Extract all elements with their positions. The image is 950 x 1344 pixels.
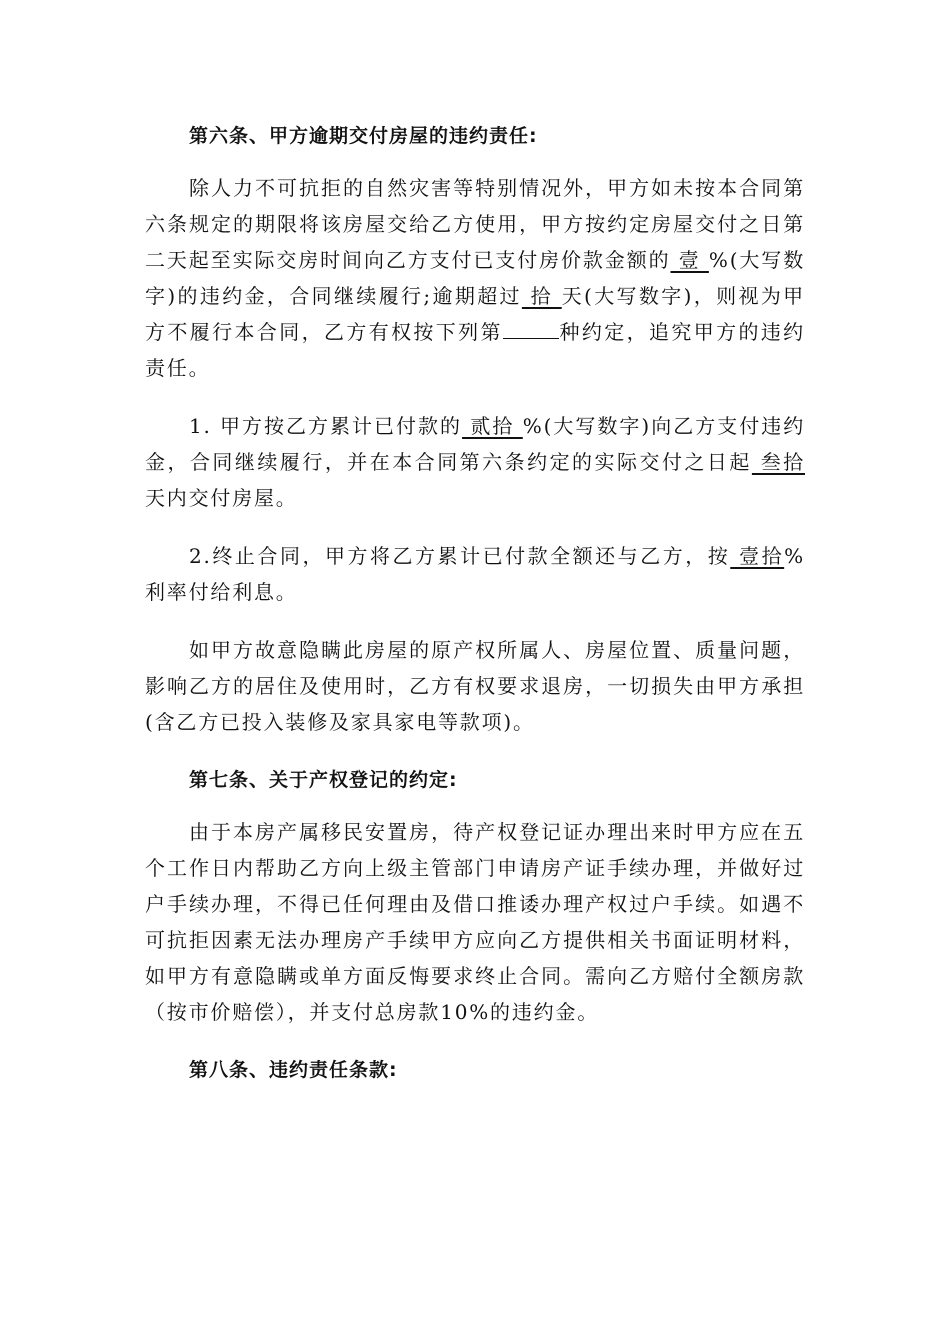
fill-in-rate: 壹	[670, 248, 709, 272]
article-6-item-1	[145, 408, 805, 516]
article-6-heading: 第六条、甲方逾期交付房屋的违约责任:	[189, 125, 538, 147]
text-segment: 天(大写数字)，则视为甲方不履行本合同，乙方有权按下列第	[145, 284, 805, 344]
text-segment: 1. 甲方按乙方累计已付款的	[189, 414, 463, 438]
document-page	[145, 118, 805, 1088]
article-6-item-2	[145, 538, 805, 610]
text-segment: %利率付给利息。	[145, 544, 805, 604]
article-8-heading: 第八条、违约责任条款:	[189, 1059, 398, 1081]
fill-in-days: 拾	[521, 284, 562, 308]
text-segment: %(大写数字)的违约金，合同继续履行;逾期超过	[145, 248, 805, 308]
fill-in-rate: 贰拾	[462, 414, 523, 438]
article-7-heading: 第七条、关于产权登记的约定:	[189, 769, 458, 791]
article-6-paragraph-1	[145, 170, 805, 386]
fill-in-days: 叁拾	[751, 450, 805, 474]
article-6-paragraph-2: 如甲方故意隐瞒此房屋的原产权所属人、房屋位置、质量问题，影响乙方的居住及使用时，乙方有权要求退房，一切损失由甲方承担(含乙方已投入装修及家具家电等款项)。	[145, 638, 805, 734]
text-segment: 除人力不可抗拒的自然灾害等特别情况外，甲方如未按本合同第六条规定的期限将该房屋交给乙方使用，甲方按约定房屋交付之日第二天起至实际交房时间向乙方支付已支付房价款金额的	[145, 176, 805, 272]
fill-in-rate: 壹拾	[730, 544, 785, 568]
text-segment: 天内交付房屋。	[145, 486, 298, 510]
text-segment: 种约定，追究甲方的违约责任。	[145, 320, 805, 380]
article-7-paragraph-1: 由于本房产属移民安置房，待产权登记证办理出来时甲方应在五个工作日内帮助乙方向上级主管部门申请房产证手续办理，并做好过户手续办理，不得已任何理由及借口推诿办理产权过户手续。如遇不可抗拒因素无法办理房产手续甲方应向乙方提供相关书面证明材料，如甲方有意隐瞒或单方面反悔要求终止合同。需向乙方赔付全额房款（按市价赔偿），并支付总房款10%的违约金。	[145, 820, 805, 1024]
text-segment: %(大写数字)向乙方支付违约金，合同继续履行，并在本合同第六条约定的实际交付之日起	[145, 414, 806, 474]
fill-in-blank	[503, 320, 559, 339]
text-segment: 2.终止合同，甲方将乙方累计已付款全额还与乙方，按	[189, 544, 731, 568]
